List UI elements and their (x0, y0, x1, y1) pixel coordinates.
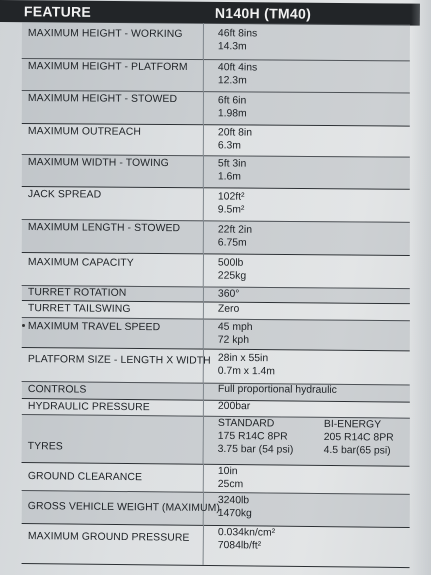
spec-value (218, 465, 244, 491)
feature-label: MAXIMUM HEIGHT - WORKING (27, 28, 183, 40)
spec-value-line: 12.3m (217, 75, 247, 87)
spec-value-line: 25cm (217, 478, 244, 491)
spec-value (218, 157, 246, 183)
spec-value-line: 5ft 3in (217, 158, 247, 170)
feature-label: MAXIMUM TRAVEL SPEED (27, 321, 161, 334)
feature-label: MAXIMUM CAPACITY (27, 257, 134, 269)
feature-label: MAXIMUM OUTREACH (27, 126, 141, 138)
spec-value (218, 94, 247, 120)
spec-value (218, 61, 257, 87)
column-divider (203, 286, 204, 301)
spec-value-line: 1470kg (217, 508, 252, 520)
table-row (22, 252, 410, 289)
feature-label: MAXIMUM LENGTH - STOWED (27, 222, 181, 235)
column-divider (203, 187, 204, 220)
spec-value-line: 3.75 bar (54 psi) (217, 443, 294, 456)
spec-value (218, 400, 250, 413)
column-divider (203, 253, 204, 286)
spec-value (218, 126, 252, 152)
spec-value-alt-line: 4.5 bar(65 psi) (323, 444, 391, 457)
feature-label: MAXIMUM HEIGHT - STOWED (27, 93, 178, 106)
feature-label: GROSS VEHICLE WEIGHT (MAXIMUM) (27, 501, 221, 515)
column-divider (203, 302, 204, 319)
spec-value (218, 352, 275, 379)
column-divider (203, 525, 204, 565)
table-row (22, 317, 410, 351)
table-row (22, 90, 410, 127)
spec-value-line: 1.6m (217, 171, 241, 183)
spec-value-line: 9.5m² (217, 204, 245, 216)
feature-label: PLATFORM SIZE - LENGTH X WIDTH (27, 354, 211, 367)
spec-value-line: 6ft 6in (217, 95, 247, 107)
feature-label: HYDRAULIC PRESSURE (27, 401, 150, 414)
column-divider (203, 59, 204, 91)
spec-value (218, 494, 252, 520)
spec-value-line: 46ft 8ins (217, 28, 258, 40)
spec-value-line: 22ft 2in (217, 224, 253, 236)
spec-value-line: Zero (217, 303, 240, 315)
spec-value-line: 200bar (217, 400, 251, 413)
spec-value-line: 3240lb (217, 495, 250, 507)
spec-value-line: 40ft 4ins (217, 62, 258, 74)
spec-value-line: 175 R14C 8PR (217, 430, 288, 443)
column-divider (203, 464, 204, 492)
spec-value-line: 0.7m x 1.4m (217, 365, 276, 378)
spec-value-line: 0.034kn/cm² (217, 527, 276, 539)
feature-label: TURRET ROTATION (27, 287, 127, 299)
table-row (22, 347, 410, 385)
model-column-header: N140H (TM40) (214, 4, 312, 22)
feature-column-header: FEATURE (23, 3, 92, 20)
spec-value (218, 190, 245, 216)
table-row (22, 186, 410, 223)
spec-value-line: 6.75m (217, 237, 247, 249)
spec-value (218, 224, 252, 250)
spec-value-alt (324, 418, 394, 458)
table-row (22, 219, 410, 256)
spec-value (218, 27, 257, 53)
spec-value (218, 417, 294, 457)
feature-label: TURRET TAILSWING (27, 303, 131, 315)
page-edge-shadow (411, 0, 431, 575)
spec-value-line: 225kg (217, 270, 247, 282)
spec-value-line: Full proportional hydraulic (217, 383, 337, 396)
column-divider (203, 400, 204, 416)
table-row (22, 22, 410, 61)
column-divider (203, 124, 204, 155)
print-speck (22, 324, 25, 327)
spec-value-line: 72 kph (217, 334, 250, 346)
spec-value-alt-line: BI-ENERGY (323, 418, 382, 431)
table-row (22, 154, 410, 190)
feature-label: MAXIMUM HEIGHT - PLATFORM (27, 61, 188, 74)
spec-value-line: STANDARD (217, 417, 275, 430)
spec-value-line: 360° (217, 288, 240, 300)
spec-value-line: 10in (217, 465, 238, 478)
spec-value-line: 1.98m (217, 108, 247, 120)
spec-value-line: 102ft² (217, 191, 245, 203)
spec-value (218, 303, 239, 316)
spec-value-line: 7084lb/ft² (217, 540, 262, 552)
spec-value (218, 526, 275, 553)
spec-value (218, 321, 253, 347)
feature-label: TYRES (27, 441, 63, 453)
feature-label: MAXIMUM GROUND PRESSURE (27, 531, 190, 544)
table-row (22, 58, 410, 93)
feature-label: CONTROLS (27, 384, 87, 396)
spec-value-line: 28in x 55in (217, 352, 269, 365)
table-row (22, 414, 410, 467)
spec-value (218, 288, 240, 301)
spec-value (218, 257, 247, 283)
spec-value-line: 14.3m (217, 41, 247, 53)
table-row (22, 523, 410, 568)
feature-label: GROUND CLEARANCE (27, 471, 143, 484)
table-row (22, 490, 410, 528)
spec-value-line: 500lb (217, 257, 244, 269)
column-divider (203, 155, 204, 187)
table-row (22, 123, 410, 158)
spec-value-alt-line: 205 R14C 8PR (323, 431, 394, 444)
spec-value-line: 45 mph (217, 321, 253, 334)
spec-value-line: 6.3m (217, 140, 241, 152)
column-divider (203, 383, 204, 400)
spec-value-line: 20ft 8in (217, 127, 253, 139)
feature-label: JACK SPREAD (27, 189, 102, 201)
spec-value (218, 383, 337, 397)
feature-label: MAXIMUM WIDTH - TOWING (27, 157, 169, 170)
